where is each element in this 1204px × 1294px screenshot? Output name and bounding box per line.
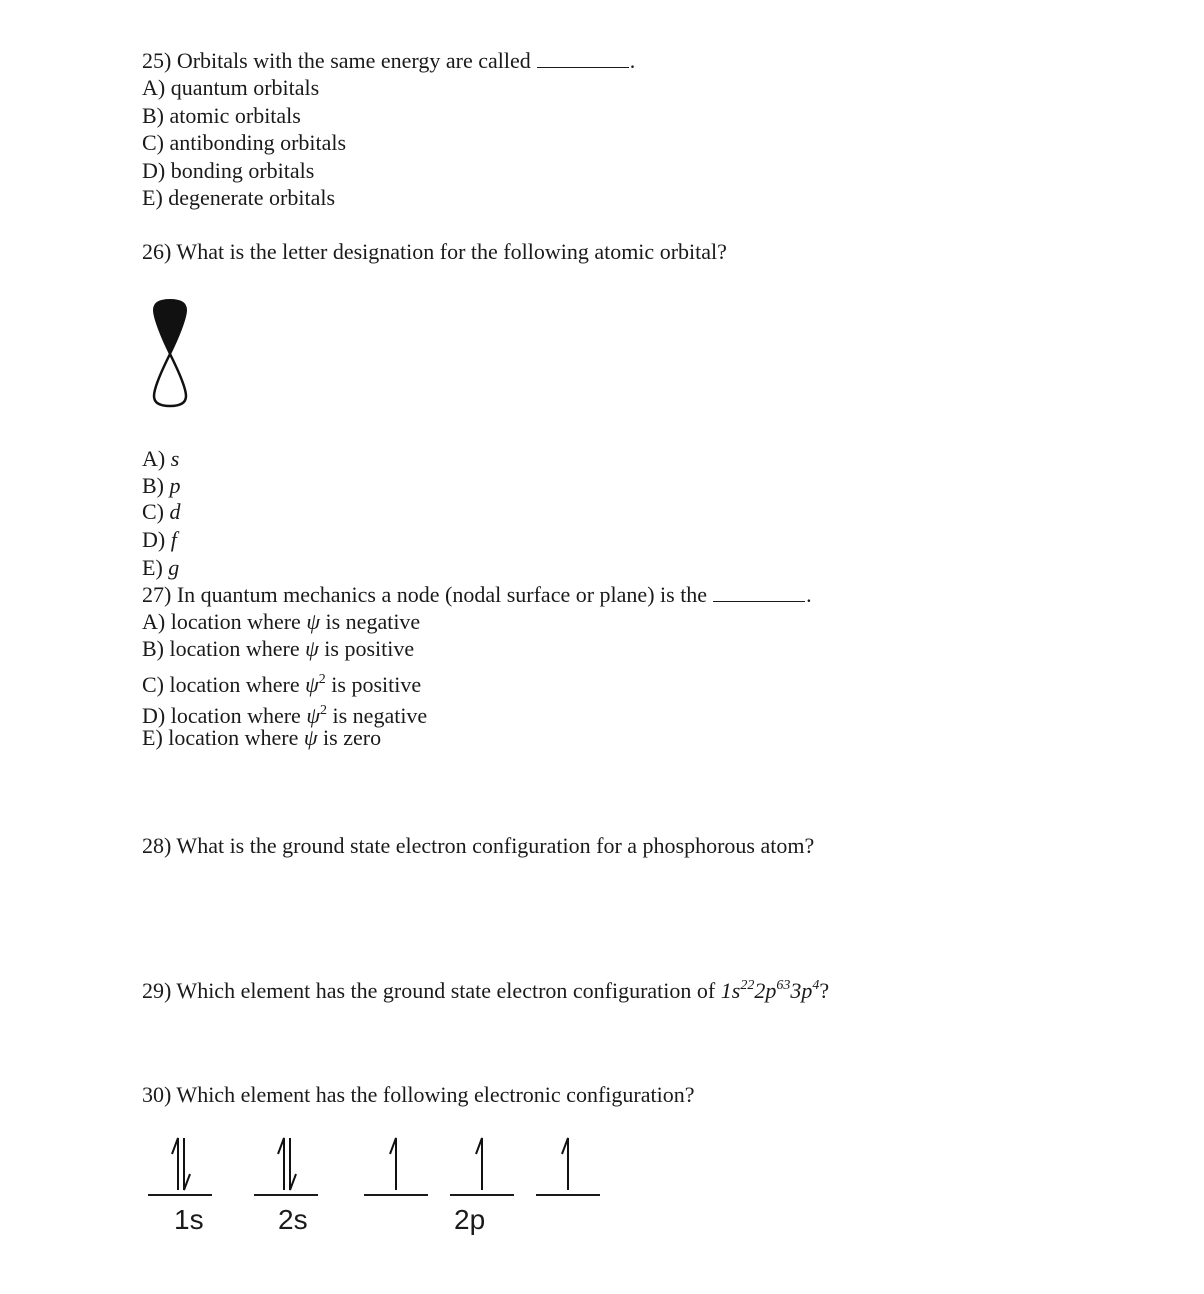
orbital-box-2p-2 (450, 1130, 514, 1196)
spin-paired-arrows-icon (254, 1130, 318, 1196)
q26-option-e: E) g (142, 555, 180, 580)
q27-option-b: B) location where ψ is positive (142, 636, 415, 661)
q26-option-d: D) f (142, 527, 177, 552)
spin-paired-arrows-icon (148, 1130, 212, 1196)
q26-option-c: C) d (142, 499, 181, 524)
q25-stem-text: 25) Orbitals with the same energy are called (142, 48, 531, 73)
orbital-box-2p-3 (536, 1130, 600, 1196)
answer-blank (537, 49, 629, 68)
q27-option-c: C) location where $\psi^2$ is positive (142, 672, 422, 697)
q27-stem-text: 27) In quantum mechanics a node (nodal surface or plane) is the (142, 582, 708, 607)
q29-stem: 29) Which element has the ground state electron configuration of $1s^{22}2p^{63}3p^4$? (142, 978, 830, 1003)
q27-option-a: A) location where ψ is negative (142, 609, 421, 634)
q25-option-c: C) antibonding orbitals (142, 130, 347, 155)
q25-option-e: E) degenerate orbitals (142, 185, 336, 210)
q26-option-a: A) s (142, 446, 180, 471)
q27-option-d: D) location where $\psi^2$ is negative (142, 703, 428, 728)
q25-option-a: A) quantum orbitals (142, 75, 320, 100)
orbital-lobe-filled (154, 300, 186, 354)
spin-up-arrow-icon (536, 1130, 600, 1196)
orbital-box-2s (254, 1130, 318, 1196)
q27-option-e: E) location where ψ is zero (142, 725, 382, 750)
orbital-box-2p-1 (364, 1130, 428, 1196)
shell-label-1s: 1s (174, 1204, 204, 1235)
orbital-box-1s (148, 1130, 212, 1196)
shell-label-2s: 2s (278, 1204, 308, 1235)
p-orbital-diagram (150, 298, 190, 410)
spin-up-arrow-icon (364, 1130, 428, 1196)
electron-configuration: $1s^{22}2p^{63}3p^4$ (720, 978, 820, 1003)
q28-stem: 28) What is the ground state electron configuration for a phosphorous atom? (142, 833, 815, 858)
q25-stem: 25) Orbitals with the same energy are called . (142, 48, 636, 73)
orbital-box-diagram (140, 1130, 620, 1250)
q30-stem: 30) Which element has the following electronic configuration? (142, 1082, 695, 1107)
q26-option-b: B) p (142, 473, 181, 498)
answer-blank (713, 583, 805, 602)
spin-up-arrow-icon (450, 1130, 514, 1196)
q25-option-b: B) atomic orbitals (142, 103, 301, 128)
q27-stem: 27) In quantum mechanics a node (nodal surface or plane) is the . (142, 582, 812, 607)
shell-label-2p: 2p (454, 1204, 486, 1235)
q26-stem: 26) What is the letter designation for the following atomic orbital? (142, 239, 727, 264)
orbital-lobe-empty (154, 354, 186, 406)
q25-option-d: D) bonding orbitals (142, 158, 315, 183)
